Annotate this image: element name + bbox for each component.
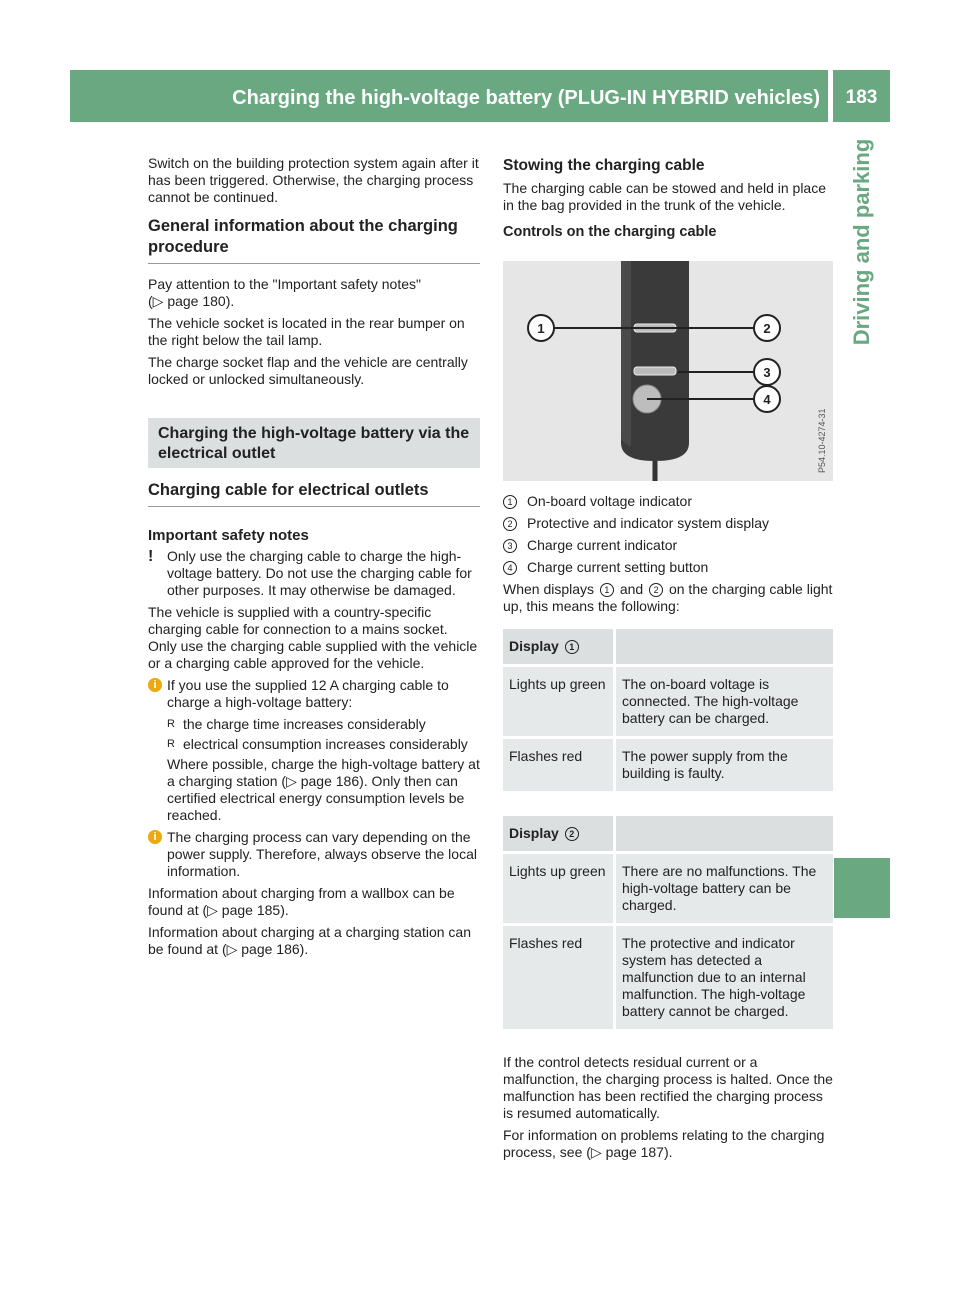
svg-text:3: 3 xyxy=(763,365,771,380)
residual-current-paragraph: If the control detects residual current or a malfunction, the charging process is halted. Once the malfunction has been rectified the charging process is resumed automatically. xyxy=(503,1054,833,1121)
stowing-heading: Stowing the charging cable xyxy=(503,157,705,174)
table-cell: Lights up green xyxy=(503,667,616,739)
info-text: The charging process can vary depending on the power supply. Therefore, always observe the local information. xyxy=(167,829,477,879)
callout-number: 1 xyxy=(565,640,579,654)
legend-label: Protective and indicator system display xyxy=(527,515,769,531)
legend-label: Charge current indicator xyxy=(527,537,678,553)
displays-intro-text: and xyxy=(619,581,644,597)
svg-text:1: 1 xyxy=(537,321,545,336)
charging-station-paragraph: Where possible, charge the high-voltage battery at a charging station (▷ page 186). Only then can certified electrical energy consumption levels be reached. xyxy=(167,756,480,823)
table-header-label: Display xyxy=(509,825,559,841)
info-text: If you use the supplied 12 A charging cable to charge a high-voltage battery: xyxy=(167,677,449,710)
legend-item xyxy=(503,559,833,576)
displays-intro xyxy=(503,581,833,615)
table-header-cell xyxy=(616,629,833,667)
callout-number: 2 xyxy=(649,583,663,597)
station-paragraph: Information about charging at a charging station can be found at (▷ page 186). xyxy=(148,924,471,957)
stowing-paragraph: The charging cable can be stowed and held in place in the bag provided in the trunk of the vehicle. xyxy=(503,180,826,213)
warning-text: Only use the charging cable to charge the high-voltage battery. Do not use the charging cable for other purposes. It may otherwise be damaged. xyxy=(167,548,472,598)
table-cell: The power supply from the building is faulty. xyxy=(616,739,833,794)
callout-2 xyxy=(754,315,780,341)
table-header-label: Display xyxy=(509,638,559,654)
section-tab xyxy=(834,128,890,356)
info-note xyxy=(148,677,480,711)
safety-reference xyxy=(148,276,480,310)
socket-location-paragraph: The vehicle socket is located in the rear bumper on the right below the tail lamp. xyxy=(148,315,465,348)
callout-number: 3 xyxy=(503,539,517,553)
table-header-cell xyxy=(503,629,616,667)
general-heading: General information about the charging procedure xyxy=(148,217,458,256)
display-2-table xyxy=(503,816,833,1032)
warning-icon: ! xyxy=(148,548,154,565)
callout-number: 4 xyxy=(503,561,517,575)
legend-label: On-board voltage indicator xyxy=(527,493,692,509)
table-header-cell xyxy=(503,816,616,854)
bullet-item: R electrical consumption increases considerably xyxy=(167,736,480,753)
wallbox-paragraph: Information about charging from a wallbox can be found at (▷ page 185). xyxy=(148,885,455,918)
legend-item xyxy=(503,537,833,554)
callout-3 xyxy=(754,359,780,385)
intro-paragraph: Switch on the building protection system again after it has been triggered. Otherwise, the charging process cannot be continued. xyxy=(148,155,479,205)
callout-4 xyxy=(754,386,780,412)
table-row xyxy=(503,854,833,926)
callout-number: 2 xyxy=(565,827,579,841)
table-cell: Flashes red xyxy=(503,926,616,1032)
displays-intro-text: When displays xyxy=(503,581,595,597)
divider xyxy=(148,263,480,264)
section-band-title: Charging the high-voltage battery via the electrical outlet xyxy=(148,418,480,468)
cable-heading: Charging cable for electrical outlets xyxy=(148,481,429,499)
controls-heading: Controls on the charging cable xyxy=(503,224,717,240)
section-tab-label: Driving and parking xyxy=(849,138,874,346)
table-row xyxy=(503,739,833,794)
section-marker xyxy=(834,858,890,918)
figure-code: P54.10-4274-31 xyxy=(817,408,827,473)
info-note xyxy=(148,829,480,880)
table-cell: There are no malfunctions. The high-voltage battery can be charged. xyxy=(616,854,833,926)
table-header-row xyxy=(503,816,833,854)
legend-item xyxy=(503,493,833,510)
svg-text:2: 2 xyxy=(763,321,771,336)
table-cell: The on-board voltage is connected. The high-voltage battery can be charged. xyxy=(616,667,833,739)
callout-number: 2 xyxy=(503,517,517,531)
info-icon: i xyxy=(148,678,162,692)
supplied-cable-paragraph: The vehicle is supplied with a country-specific charging cable for connection to a mains socket. Only use the charging cable supplied with the vehicle or a charging cable approved for the vehicle. xyxy=(148,604,478,671)
charging-cable-illustration xyxy=(503,261,833,481)
flap-paragraph: The charge socket flap and the vehicle are centrally locked or unlocked simultaneously. xyxy=(148,354,468,387)
bullet-item: R the charge time increases considerably xyxy=(167,716,480,733)
legend-item xyxy=(503,515,833,532)
page-number: 183 xyxy=(833,70,890,122)
right-column xyxy=(503,155,833,1166)
display-1-table xyxy=(503,629,833,794)
divider xyxy=(148,506,480,507)
problems-paragraph: For information on problems relating to the charging process, see (▷ page 187). xyxy=(503,1127,825,1160)
warning-note xyxy=(148,548,480,599)
page-link[interactable]: (▷ page 180). xyxy=(148,293,235,309)
table-row xyxy=(503,926,833,1032)
callout-number: 1 xyxy=(600,583,614,597)
safety-heading: Important safety notes xyxy=(148,527,309,544)
table-row xyxy=(503,667,833,739)
left-column xyxy=(148,155,480,963)
info-icon: i xyxy=(148,830,162,844)
charging-cable-figure xyxy=(503,261,833,481)
page-title: Charging the high-voltage battery (PLUG-IN HYBRID vehicles) xyxy=(232,87,820,109)
table-cell: The protective and indicator system has detected a malfunction due to an internal malfunction. The high-voltage battery cannot be charged. xyxy=(616,926,833,1032)
callout-1 xyxy=(528,315,554,341)
table-header-row xyxy=(503,629,833,667)
legend-label: Charge current setting button xyxy=(527,559,709,575)
legend-list xyxy=(503,493,833,576)
svg-text:4: 4 xyxy=(763,392,771,407)
table-header-cell xyxy=(616,816,833,854)
table-cell: Lights up green xyxy=(503,854,616,926)
safety-reference-text: Pay attention to the "Important safety notes" xyxy=(148,276,421,292)
displays-intro-text: on the charging cable light up, this means the following: xyxy=(503,581,833,614)
callout-number: 1 xyxy=(503,495,517,509)
table-cell: Flashes red xyxy=(503,739,616,794)
